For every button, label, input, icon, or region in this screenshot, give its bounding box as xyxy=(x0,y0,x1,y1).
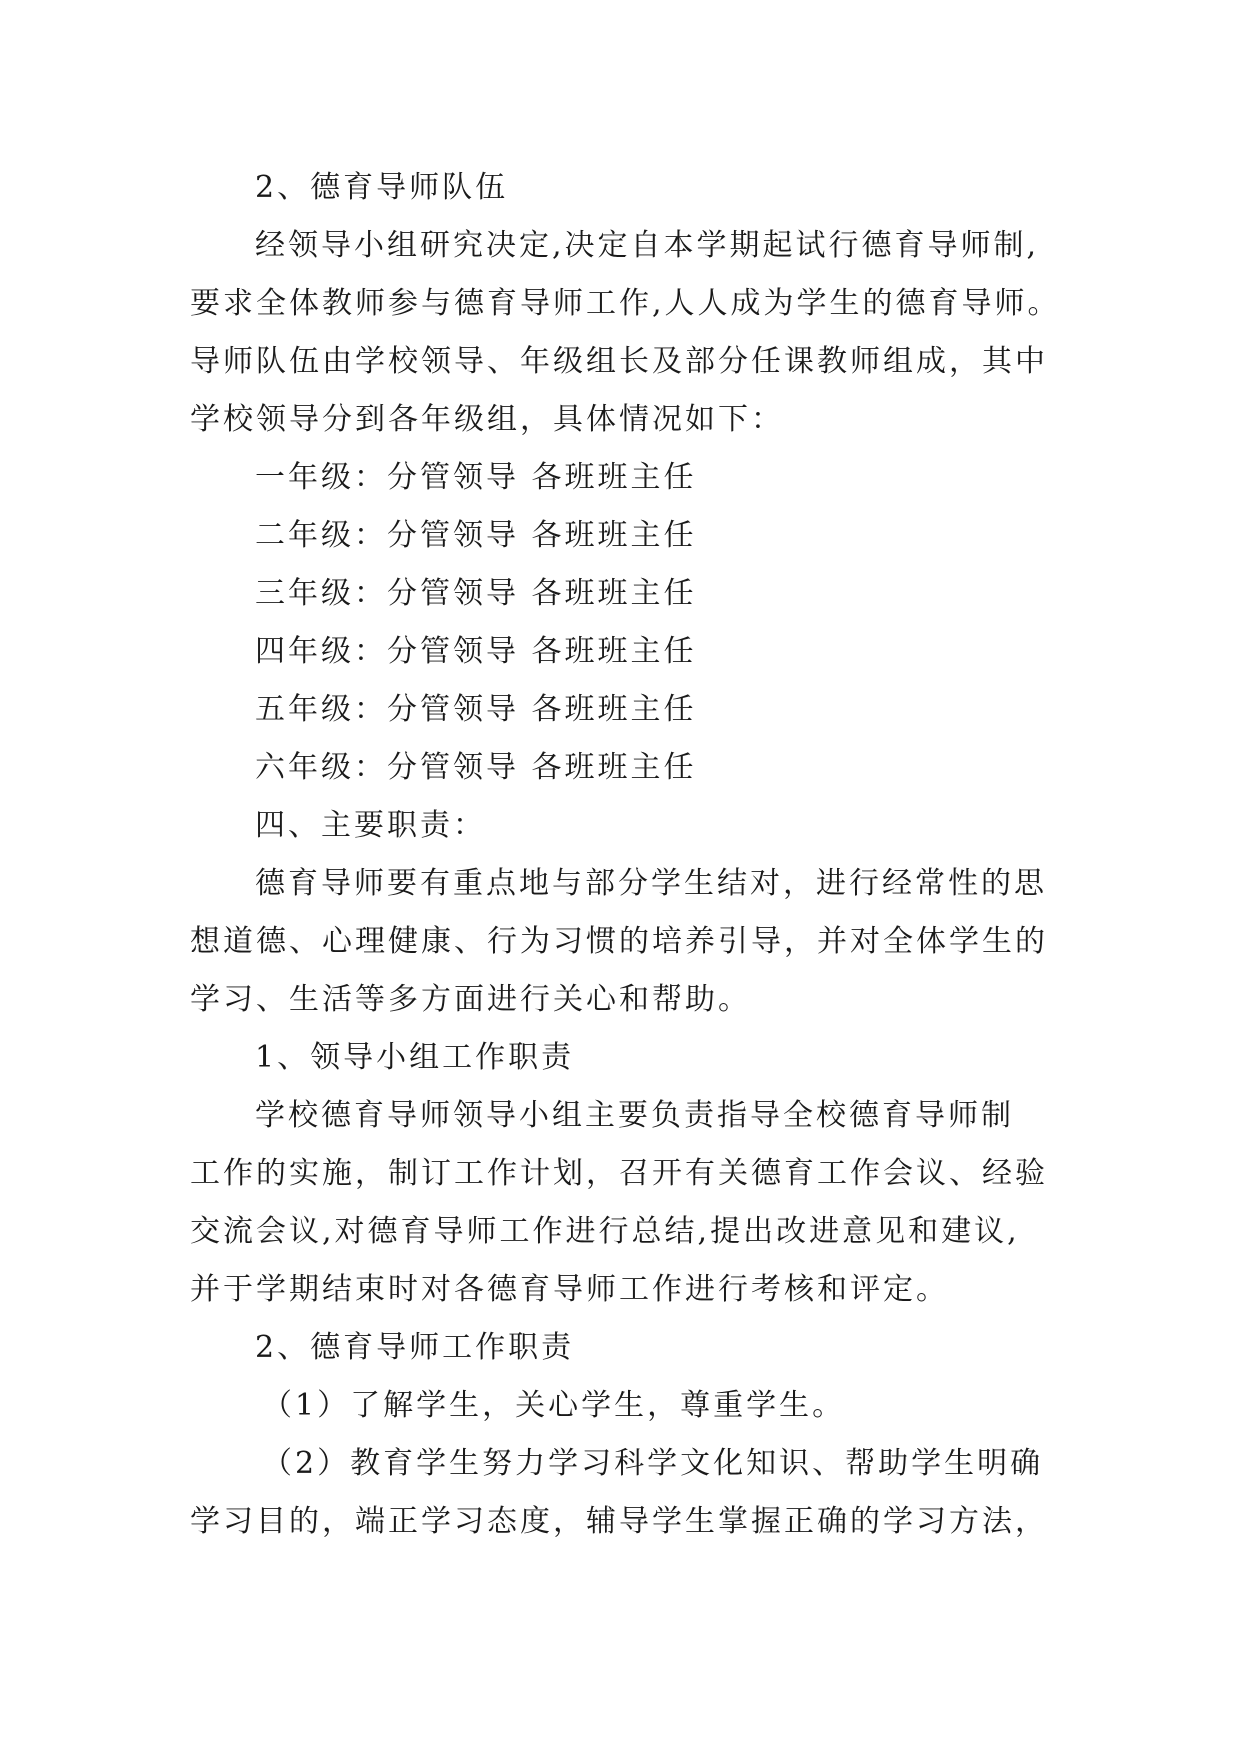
section-heading-mentor-duties: 2、德育导师工作职责 xyxy=(255,1330,575,1365)
grade-line-1: 一年级：分管领导 各班班主任 xyxy=(255,460,697,495)
list-item-1: （1）了解学生，关心学生，尊重学生。 xyxy=(262,1388,846,1423)
paragraph-line: 德育导师要有重点地与部分学生结对，进行经常性的思 xyxy=(255,866,1047,901)
paragraph-line: 要求全体教师参与德育导师工作,人人成为学生的德育导师。 xyxy=(190,286,1061,321)
paragraph-line: 工作的实施，制订工作计划，召开有关德育工作会议、经验 xyxy=(190,1156,1048,1191)
list-item-2: （2）教育学生努力学习科学文化知识、帮助学生明确 xyxy=(262,1446,1044,1481)
section-heading-main-duties: 四、主要职责： xyxy=(255,808,486,843)
grade-line-2: 二年级：分管领导 各班班主任 xyxy=(255,518,697,553)
paragraph-line: 并于学期结束时对各德育导师工作进行考核和评定。 xyxy=(190,1272,949,1307)
paragraph-line: 导师队伍由学校领导、年级组长及部分任课教师组成，其中 xyxy=(190,344,1048,379)
paragraph-line: 经领导小组研究决定,决定自本学期起试行德育导师制, xyxy=(255,228,1040,263)
paragraph-line: 想道德、心理健康、行为习惯的培养引导，并对全体学生的 xyxy=(190,924,1048,959)
paragraph-line: 学校德育导师领导小组主要负责指导全校德育导师制 xyxy=(255,1098,1014,1133)
paragraph-line: 学校领导分到各年级组，具体情况如下： xyxy=(190,402,784,437)
paragraph-line: 学习目的，端正学习态度，辅导学生掌握正确的学习方法， xyxy=(190,1504,1048,1539)
section-heading-mentor-team: 2、德育导师队伍 xyxy=(255,170,509,205)
grade-line-5: 五年级：分管领导 各班班主任 xyxy=(255,692,697,727)
section-heading-leadership-duties: 1、领导小组工作职责 xyxy=(255,1040,575,1075)
grade-line-4: 四年级：分管领导 各班班主任 xyxy=(255,634,697,669)
grade-line-3: 三年级：分管领导 各班班主任 xyxy=(255,576,697,611)
paragraph-line: 交流会议,对德育导师工作进行总结,提出改进意见和建议, xyxy=(190,1214,1020,1249)
paragraph-line: 学习、生活等多方面进行关心和帮助。 xyxy=(190,982,751,1017)
grade-line-6: 六年级：分管领导 各班班主任 xyxy=(255,750,697,785)
